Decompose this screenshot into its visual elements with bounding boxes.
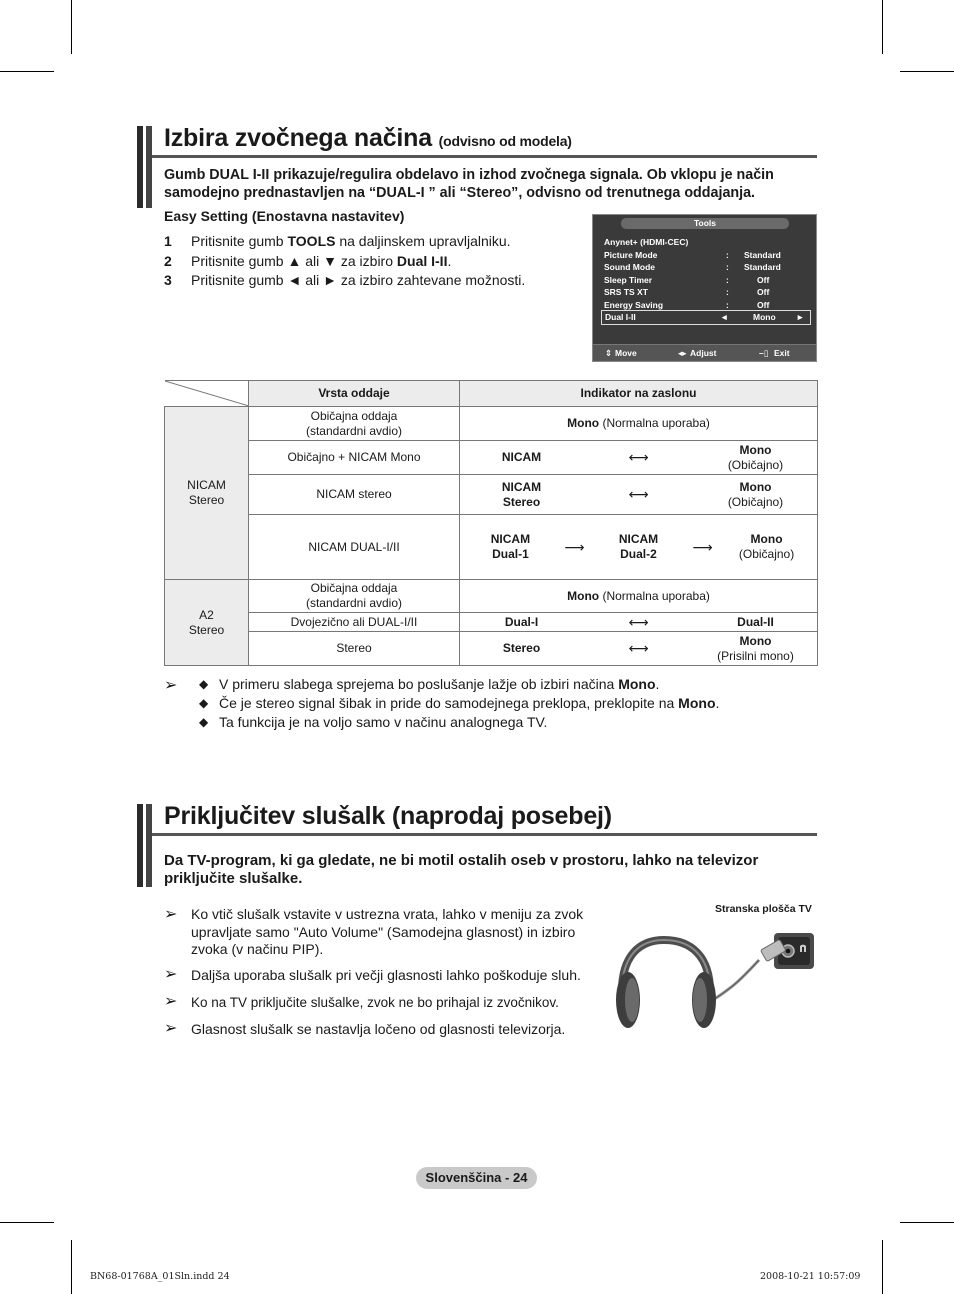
osd-row — [604, 286, 810, 299]
crop-mark — [0, 71, 54, 72]
indicator-cell — [460, 613, 818, 632]
step-key: TOOLS — [287, 233, 336, 249]
osd-row-label: Energy Saving — [604, 299, 664, 310]
note-item — [199, 694, 719, 714]
table-header-row — [165, 381, 818, 407]
note-text: Ko na TV priključite slušalke, zvok ne bo prihajal iz zvočnikov. — [191, 995, 559, 1010]
step-item — [164, 232, 584, 252]
indicator-cell — [460, 475, 818, 515]
indicator-value: Dual-2 — [620, 547, 657, 561]
note-text: . — [655, 676, 660, 692]
cable — [712, 960, 759, 1000]
osd-row-label: Anynet+ (HDMI-CEC) — [604, 237, 689, 247]
indicator-note: (Normalna uporaba) — [599, 416, 710, 430]
bullet-icon: ◆ — [199, 715, 209, 729]
step-text: Pritisnite gumb ▲ ali ▼ za izbiro — [191, 252, 397, 269]
indicator-value: Mono — [567, 588, 600, 603]
osd-colon: : — [726, 249, 729, 260]
step-number: 2 — [164, 252, 172, 269]
note-text: V primeru slabega sprejema bo poslušanje lažje ob izbiri načina — [219, 676, 619, 692]
step-text: Pritisnite gumb ◄ ali ► za izbiro zahtevane možnosti. — [191, 272, 526, 288]
indicator-value: NICAM — [501, 450, 542, 464]
osd-colon: : — [726, 287, 729, 297]
indicator-note: (Normalna uporaba) — [599, 588, 710, 603]
note-text: Ko vtič slušalk vstavite v ustrezna vrata, lahko v meniju za zvok upravljate samo "Auto Volume" (Samodejna glasnost) in izbiro zvoka (v načinu PIP). — [191, 906, 584, 957]
type-cell: NICAM stereo — [249, 475, 460, 515]
osd-row-label: SRS TS XT — [604, 287, 648, 297]
intro-paragraph: Gumb DUAL I-II prikazuje/regulira obdelavo in izhod zvočnega signala. Ob vklopu je način samodejno prednastavljen na “DUAL-I ” ali “Stereo”, odvisno od trenutnega oddajanja. — [164, 167, 774, 201]
double-arrow-icon: ⟷ — [628, 449, 649, 465]
type-cell: NICAM DUAL-I/II — [249, 515, 460, 580]
type-cell: Dvojezično ali DUAL-I/II — [249, 613, 460, 632]
note-arrow-icon: ➢ — [164, 677, 178, 694]
indicator-value: NICAM — [618, 532, 659, 546]
indicator-cell — [460, 515, 818, 580]
osd-row — [604, 274, 810, 287]
crop-mark — [882, 0, 883, 54]
type-text: Običajna oddaja — [310, 408, 398, 423]
adjust-icon: ◂▸ — [678, 348, 687, 358]
step-text: na daljinskem upravljalniku. — [335, 233, 511, 249]
indicator-value: Dual-II — [737, 614, 774, 629]
group-label: A2 — [199, 607, 214, 622]
crop-mark — [71, 1240, 72, 1294]
osd-selected-row[interactable] — [601, 310, 811, 325]
osd-title: Tools — [621, 218, 789, 229]
table-row — [165, 515, 818, 580]
table-row — [165, 580, 818, 613]
right-arrow-icon: ⟶ — [564, 538, 585, 555]
osd-row — [604, 249, 810, 262]
note-arrow-icon: ➢ — [164, 906, 178, 923]
header-indicator: Indikator na zaslonu — [460, 381, 818, 407]
note-arrow-icon: ➢ — [164, 1020, 178, 1037]
table-row — [165, 475, 818, 515]
headphones-illustration — [612, 928, 817, 1032]
group-a2 — [165, 580, 249, 666]
osd-colon: : — [726, 274, 729, 285]
type-cell: Stereo — [249, 632, 460, 666]
indicator-note: (Običajno) — [727, 457, 784, 472]
section-marker — [146, 804, 152, 887]
osd-row — [604, 236, 810, 249]
crop-mark — [882, 1240, 883, 1294]
type-cell — [249, 580, 460, 613]
indicator-note: (Običajno) — [727, 494, 784, 509]
table-row — [165, 441, 818, 475]
title-rule — [152, 155, 817, 158]
intro-paragraph: Da TV-program, ki ga gledate, ne bi motil ostalih oseb v prostoru, lahko na televizor priključite slušalke. — [164, 852, 759, 887]
bullet-icon: ◆ — [199, 696, 209, 710]
page-number-badge: Slovenščina - 24 — [416, 1167, 537, 1189]
group-label: Stereo — [188, 493, 225, 507]
osd-row — [604, 261, 810, 274]
indicator-value: Mono — [739, 633, 772, 648]
note-text: Glasnost slušalk se nastavlja ločeno od glasnosti televizorja. — [191, 1021, 566, 1037]
osd-right-arrow-icon: ► — [796, 312, 805, 322]
osd-row-value: Off — [757, 287, 770, 297]
indicator-cell — [460, 407, 818, 441]
type-text: (standardni avdio) — [305, 423, 403, 438]
note-keyword: Mono — [618, 676, 656, 692]
table-row — [165, 632, 818, 666]
step-key: Dual I-II — [396, 252, 448, 269]
note-arrow-icon: ➢ — [164, 966, 178, 983]
indicator-value: Stereo — [502, 494, 541, 509]
osd-row-label: Sleep Timer — [604, 274, 653, 285]
osd-row-value: Off — [757, 274, 770, 285]
side-panel-label: Stranska plošča TV — [715, 903, 812, 915]
indicator-cell — [460, 580, 818, 613]
step-number: 3 — [164, 272, 172, 288]
double-arrow-icon: ⟷ — [628, 486, 649, 502]
note-keyword: Mono — [678, 695, 716, 711]
right-arrow-icon: ⟶ — [692, 538, 713, 555]
osd-row-value: Standard — [744, 249, 781, 260]
table-row — [165, 613, 818, 632]
indicator-note: (Prisilni mono) — [717, 648, 794, 663]
section-marker — [137, 804, 143, 887]
section-title: Priključitev slušalk (naprodaj posebej) — [164, 802, 612, 830]
note-text: Če je stereo signal šibak in pride do samodejnega preklopa, preklopite na — [219, 695, 679, 711]
bullet-icon: ◆ — [199, 677, 209, 691]
osd-footer — [593, 344, 816, 361]
osd-colon: : — [726, 299, 729, 310]
type-text: Običajna oddaja — [310, 581, 398, 595]
note-text: Ta funkcija je na voljo samo v načinu analognega TV. — [219, 714, 548, 730]
step-item — [164, 271, 584, 291]
osd-row-value: Standard — [744, 262, 781, 272]
section-marker — [146, 126, 152, 208]
indicator-value: Dual-I — [504, 614, 539, 629]
double-arrow-icon: ⟷ — [628, 613, 649, 630]
indicator-value: Mono — [567, 416, 600, 430]
osd-exit-label: Exit — [774, 348, 790, 358]
step-text: . — [447, 252, 452, 269]
step-item — [164, 252, 584, 272]
crop-mark — [900, 71, 954, 72]
exit-icon: –▯ — [759, 348, 769, 358]
group-label: Stereo — [188, 622, 225, 637]
steps-list — [164, 232, 584, 291]
indicator-value: Mono — [750, 532, 783, 546]
easy-setting-heading: Easy Setting (Enostavna nastavitev) — [164, 208, 405, 224]
double-arrow-icon: ⟷ — [628, 640, 649, 656]
indicator-cell — [460, 632, 818, 666]
osd-adjust-label: Adjust — [690, 348, 717, 358]
title-note: (odvisno od modela) — [438, 133, 572, 149]
indicator-value: Stereo — [502, 641, 541, 655]
osd-row-value: Mono — [753, 312, 776, 322]
indicator-cell — [460, 441, 818, 475]
osd-row-label: Picture Mode — [604, 249, 658, 260]
header-type: Vrsta oddaje — [249, 381, 460, 407]
type-text: (standardni avdio) — [305, 596, 403, 610]
osd-row-label: Sound Mode — [604, 262, 655, 272]
broadcast-type-table — [164, 380, 818, 666]
title-text: Izbira zvočnega načina — [164, 124, 432, 152]
title-rule — [152, 833, 817, 836]
indicator-value: Mono — [739, 442, 772, 457]
date-slug: 2008-10-21 ︎10:57:09 — [760, 1271, 861, 1282]
crop-mark — [71, 0, 72, 54]
note-arrow-icon: ➢ — [164, 993, 178, 1010]
osd-colon: : — [726, 262, 729, 272]
header-corner — [165, 381, 249, 407]
indicator-value: NICAM — [490, 532, 531, 546]
tools-osd-menu — [592, 214, 817, 362]
type-cell: Običajno + NICAM Mono — [249, 441, 460, 475]
group-nicam — [165, 407, 249, 580]
step-number: 1 — [164, 233, 172, 249]
type-cell — [249, 407, 460, 441]
indicator-value: Dual-1 — [492, 547, 529, 561]
osd-left-arrow-icon: ◄ — [720, 312, 729, 322]
note-text: Daljša uporaba slušalk pri večji glasnosti lahko poškoduje sluh. — [191, 967, 581, 983]
file-slug: BN68-01768A_01Sln.indd 24 — [90, 1271, 230, 1282]
table-row — [165, 407, 818, 441]
osd-row-label: Dual I-II — [605, 312, 636, 322]
note-item — [199, 713, 547, 733]
indicator-value: Mono — [739, 479, 772, 494]
section-title — [164, 124, 572, 153]
step-text: Pritisnite gumb — [191, 233, 288, 249]
indicator-note: (Običajno) — [738, 547, 795, 561]
osd-row-value: Off — [757, 299, 770, 310]
crop-mark — [0, 1222, 54, 1223]
note-text: . — [715, 695, 720, 711]
group-label: NICAM — [187, 478, 226, 492]
note-item — [199, 675, 659, 695]
diagonal-line — [165, 381, 249, 406]
indicator-value: NICAM — [501, 479, 542, 494]
move-icon: ⇕ — [605, 348, 613, 358]
osd-move-label: Move — [615, 348, 637, 358]
crop-mark — [900, 1222, 954, 1223]
section-marker — [137, 126, 143, 208]
